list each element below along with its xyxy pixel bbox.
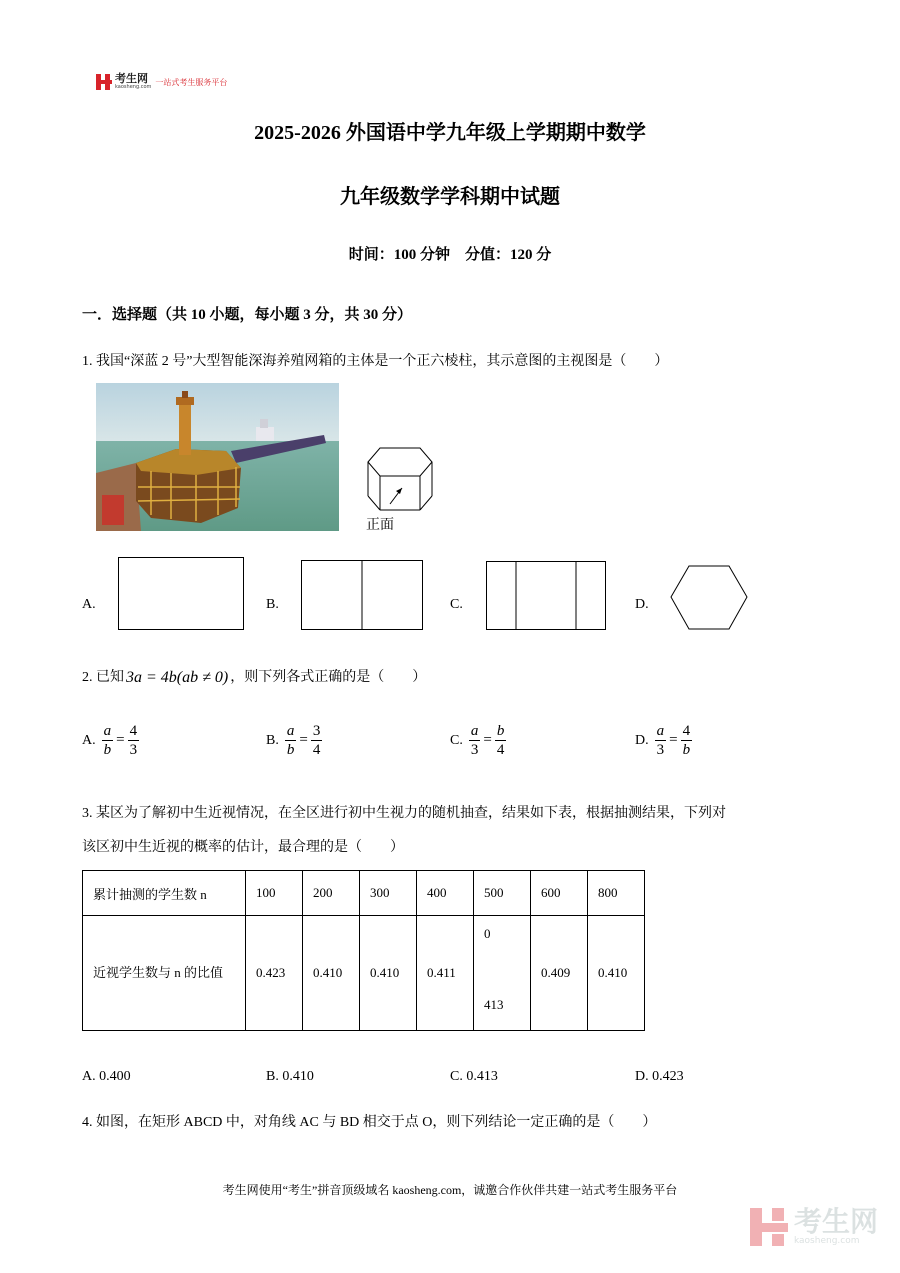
q2-a-num1: a bbox=[103, 723, 112, 739]
q1-option-b-label[interactable]: B. bbox=[266, 597, 279, 612]
watermark-text: 考生网 bbox=[793, 1205, 878, 1238]
q2-option-c-label: C. bbox=[450, 732, 463, 748]
table-cell: 500 bbox=[474, 871, 531, 916]
q2-option-b-label: B. bbox=[266, 732, 279, 748]
q2-c-den1: 3 bbox=[470, 742, 479, 758]
watermark bbox=[750, 1205, 878, 1246]
q2-a-den2: 3 bbox=[129, 742, 138, 758]
q1-option-a-figure[interactable] bbox=[118, 557, 245, 636]
question-4-text: 4. 如图，在矩形 ABCD 中，对角线 AC 与 BD 相交于点 O，则下列结论一定正确的是（ ） bbox=[82, 1115, 657, 1130]
logo-icon bbox=[96, 74, 112, 90]
table-header-cell: 近视学生数与 n 的比值 bbox=[83, 916, 246, 1031]
q2-b-num1: a bbox=[286, 723, 295, 739]
front-view-label: 正面 bbox=[366, 518, 394, 533]
q2-prefix: 2. 已知 bbox=[82, 670, 124, 685]
watermark-domain: kaosheng.com bbox=[793, 1236, 860, 1246]
question-1-text: 1. 我国“深蓝 2 号”大型智能深海养殖网箱的主体是一个正六棱柱，其示意图的主视图是（ ） bbox=[82, 354, 669, 369]
table-cell: 300 bbox=[360, 871, 417, 916]
table-row bbox=[83, 916, 645, 1031]
section-heading: 一．选择题（共 10 小题，每小题 3 分，共 30 分） bbox=[82, 307, 413, 323]
q1-option-c-label[interactable]: C. bbox=[450, 597, 463, 612]
q2-c-num1: a bbox=[470, 723, 479, 739]
exam-meta: 时间：100 分钟 分值：120 分 bbox=[348, 247, 552, 263]
q1-option-d-figure[interactable] bbox=[670, 565, 750, 636]
q1-option-c-figure[interactable] bbox=[486, 561, 607, 636]
q2-option-a-label: A. bbox=[82, 732, 96, 748]
q2-b-den1: b bbox=[286, 742, 295, 758]
q1-option-d-label[interactable]: D. bbox=[635, 597, 649, 612]
table-cell: 0.409 bbox=[531, 916, 588, 1031]
q3-option-c[interactable]: C. 0.413 bbox=[450, 1069, 498, 1084]
watermark-logo-icon bbox=[750, 1208, 788, 1246]
q2-d-den1: 3 bbox=[656, 742, 665, 758]
table-cell: 0.411 bbox=[417, 916, 474, 1031]
q3-option-a[interactable]: A. 0.400 bbox=[82, 1069, 131, 1084]
q2-option-c[interactable]: C. $\frac{a}{3}$ = $\frac{b}{4}$ bbox=[450, 723, 505, 758]
table-cell: 0.410 bbox=[303, 916, 360, 1031]
logo-slogan: 一站式考生服务平台 bbox=[155, 77, 228, 87]
q2-a-num2: 4 bbox=[129, 723, 138, 739]
logo-text: 考生网 bbox=[115, 72, 148, 85]
exam-title: 2025-2026 外国语中学九年级上学期期中数学 bbox=[254, 122, 646, 144]
question-3-line2: 该区初中生近视的概率的估计，最合理的是（ ） bbox=[82, 840, 404, 855]
table-cell-bottom: 413 bbox=[484, 997, 504, 1012]
exam-subtitle: 九年级数学学科期中试题 bbox=[340, 186, 560, 208]
q2-d-num2: 4 bbox=[682, 723, 691, 739]
q2-option-d-label: D. bbox=[635, 732, 649, 748]
q2-c-den2: 4 bbox=[496, 742, 505, 758]
q1-option-a-label[interactable]: A. bbox=[82, 597, 96, 612]
table-cell: 800 bbox=[588, 871, 645, 916]
q3-option-b[interactable]: B. 0.410 bbox=[266, 1069, 314, 1084]
q3-option-d[interactable]: D. 0.423 bbox=[635, 1069, 684, 1084]
header-logo bbox=[96, 72, 227, 92]
table-cell: 600 bbox=[531, 871, 588, 916]
q2-d-num1: a bbox=[656, 723, 665, 739]
table-cell: 0.410 bbox=[588, 916, 645, 1031]
q2-option-b[interactable]: B. $\frac{a}{b}$ = $\frac{3}{4}$ bbox=[266, 723, 321, 758]
q2-a-den1: b bbox=[103, 742, 112, 758]
q2-b-den2: 4 bbox=[312, 742, 321, 758]
q2-c-num2: b bbox=[496, 723, 505, 739]
table-cell-split bbox=[474, 916, 531, 1031]
q2-b-num2: 3 bbox=[312, 723, 321, 739]
footer-text: 考生网使用“考生”拼音顶级域名 kaosheng.com，诚邀合作伙伴共建一站式考生服务平台 bbox=[222, 1183, 678, 1197]
logo-domain: kaosheng.com bbox=[115, 84, 152, 90]
q2-condition: 3a = 4b(ab ≠ 0) bbox=[126, 669, 229, 686]
table-header-cell: 累计抽测的学生数 n bbox=[83, 871, 246, 916]
q2-option-d[interactable]: D. $\frac{a}{3}$ = $\frac{4}{b}$ bbox=[635, 723, 691, 758]
vision-data-table bbox=[82, 870, 645, 1031]
table-cell: 0.423 bbox=[246, 916, 303, 1031]
q2-d-den2: b bbox=[682, 742, 691, 758]
table-cell: 100 bbox=[246, 871, 303, 916]
q2-option-a[interactable]: A. $\frac{a}{b}$ = $\frac{4}{3}$ bbox=[82, 723, 138, 758]
question-2-text bbox=[82, 668, 426, 688]
table-cell: 200 bbox=[303, 871, 360, 916]
table-cell: 400 bbox=[417, 871, 474, 916]
q2-suffix: ，则下列各式正确的是（ ） bbox=[230, 670, 427, 685]
q1-option-b-figure[interactable] bbox=[301, 560, 424, 636]
table-row bbox=[83, 871, 645, 916]
table-cell: 0.410 bbox=[360, 916, 417, 1031]
aquaculture-photo bbox=[96, 383, 339, 531]
table-cell-top: 0 bbox=[484, 926, 491, 941]
question-3-line1: 3. 某区为了解初中生近视情况，在全区进行初中生视力的随机抽查，结果如下表，根据抽测结果，下列对 bbox=[82, 806, 726, 821]
